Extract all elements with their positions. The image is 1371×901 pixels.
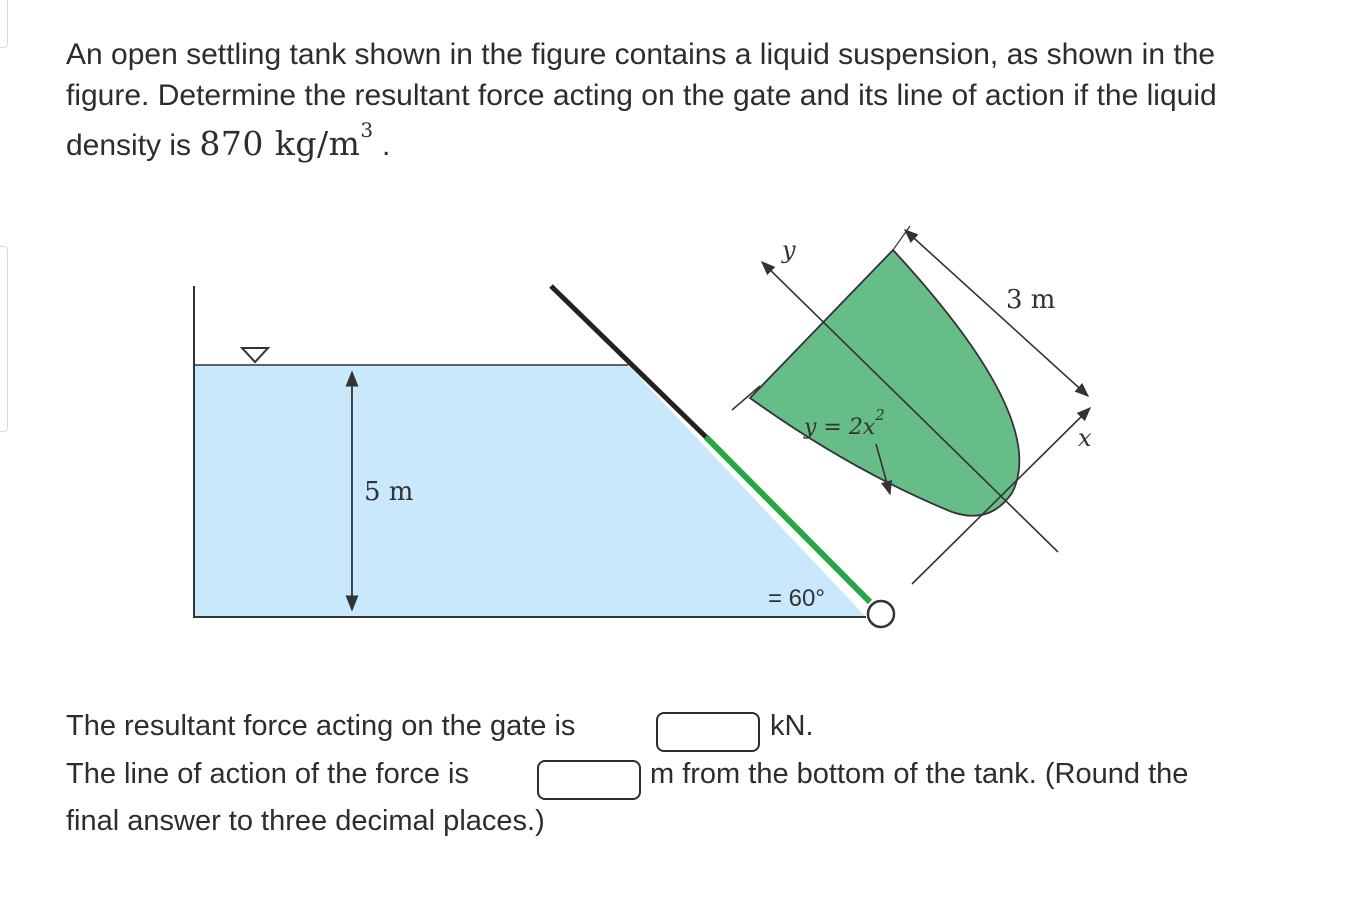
problem-text: An open settling tank shown in the figure contains a liquid suspension, as shown in the figure. Determine the resultant force acting on the gate and its line of action if the liquid density is	[66, 38, 1217, 162]
density-exponent: 3	[360, 118, 374, 142]
problem-end: .	[382, 129, 391, 162]
curve-equation-label: $y = 2x^2$	[804, 406, 885, 440]
question-2-suffix-line	[650, 757, 1188, 791]
question-2-suffix-2: final answer to three decimal places.)	[66, 805, 545, 837]
free-surface-symbol	[242, 348, 268, 362]
question-1-text: The resultant force acting on the gate is	[66, 710, 576, 742]
line-of-action-answer-input[interactable]	[537, 760, 641, 800]
hinge-icon	[868, 601, 894, 627]
question-1-unit: kN.	[770, 710, 814, 742]
x-axis-label: x	[1078, 424, 1092, 452]
density-value: 870 $kg/m^3$	[199, 118, 374, 163]
angle-label: = 60°	[768, 585, 825, 612]
curve-exponent: 2	[875, 406, 885, 424]
force-answer-input[interactable]	[656, 712, 760, 752]
y-axis-label: y	[782, 236, 796, 264]
depth-label: 5 m	[364, 477, 414, 507]
question-2	[66, 757, 469, 791]
question-1-unit-line	[770, 709, 814, 743]
width-extension-line	[893, 226, 910, 250]
question-1	[66, 709, 575, 743]
question-2-suffix: m from the bottom of the tank. (Round the	[650, 758, 1189, 790]
question-2-text: The line of action of the force is	[66, 758, 469, 790]
question-2-continuation	[66, 804, 545, 838]
width-label: 3 m	[1006, 285, 1056, 315]
